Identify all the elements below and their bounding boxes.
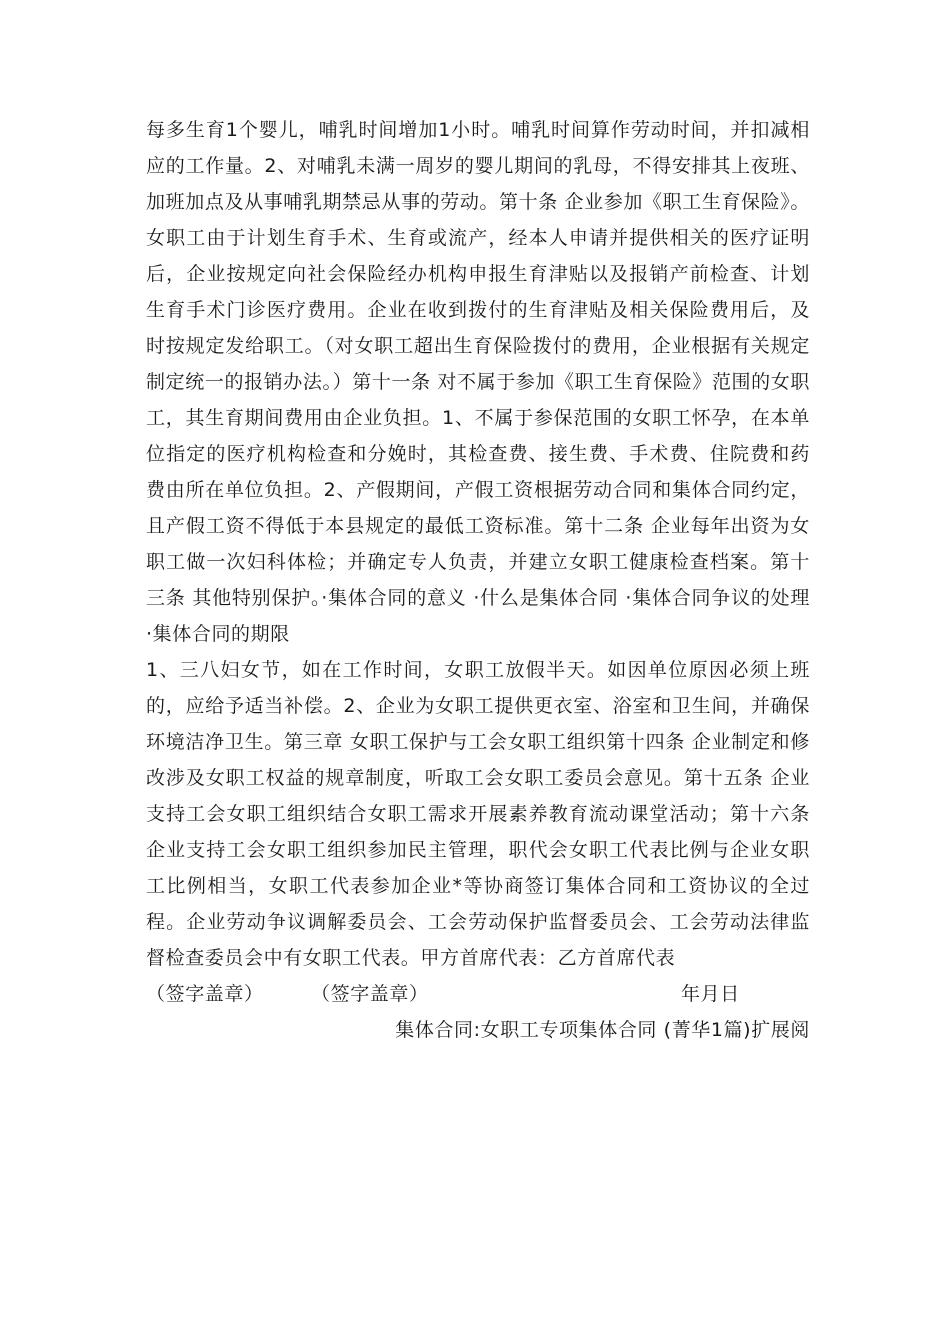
paragraph-2: 1、三八妇女节，如在工作时间，女职工放假半天。如因单位原因必须上班的，应给予适当补偿。2、企业为女职工提供更衣室、浴室和卫生间，并确保环境洁净卫生。第三章 女职工保护与工会女职工组织第十四条 企业制定和修改涉及女职工权益的规章制度，听取工会女职工委员会意见。第十五条 企业支持工会女职工组织结合女职工需求开展素养教育流动课堂活动；第十六条 企业支持工会女职工组织参加民主管理，职代会女职工代表比例与企业女职工比例相当，女职工代表参加企业*等协商签订集体合同和工资协议的全过程。企业劳动争议调解委员会、工会劳动保护监督委员会、工会劳动法律监督检查委员会中有女职工代表。甲方首席代表：乙方首席代表: [146, 659, 810, 969]
extended-reading-title: 集体合同:女职工专项集体合同 (菁华1篇)扩展阅: [395, 1019, 810, 1041]
party-b-seal: （签字盖章）: [311, 983, 429, 1005]
signature-date: 年月日: [681, 983, 740, 1005]
document-body: [146, 112, 810, 1048]
paragraph-1: 每多生育1个婴儿，哺乳时间增加1小时。哺乳时间算作劳动时间，并扣减相应的工作量。2、对哺乳未满一周岁的婴儿期间的乳母，不得安排其上夜班、加班加点及从事哺乳期禁忌从事的劳动。第十条 企业参加《职工生育保险》。女职工由于计划生育手术、生育或流产，经本人申请并提供相关的医疗证明后，企业按规定向社会保险经办机构申报生育津贴以及报销产前检查、计划生育手术门诊医疗费用。企业在收到拨付的生育津贴及相关保险费用后，及时按规定发给职工。（对女职工超出生育保险拨付的费用，企业根据有关规定制定统一的报销办法。）第十一条 对不属于参加《职工生育保险》范围的女职工，其生育期间费用由企业负担。1、不属于参保范围的女职工怀孕，在本单位指定的医疗机构检查和分娩时，其检查费、接生费、手术费、住院费和药费由所在单位负担。2、产假期间，产假工资根据劳动合同和集体合同约定，且产假工资不得低于本县规定的最低工资标准。第十二条 企业每年出资为女职工做一次妇科体检；并确定专人负责，并建立女职工健康检查档案。第十三条 其他特别保护。·集体合同的意义 ·什么是集体合同 ·集体合同争议的处理 ·集体合同的期限: [146, 119, 810, 645]
signature-line: [146, 976, 810, 1012]
party-a-seal: （签字盖章）: [146, 983, 264, 1005]
